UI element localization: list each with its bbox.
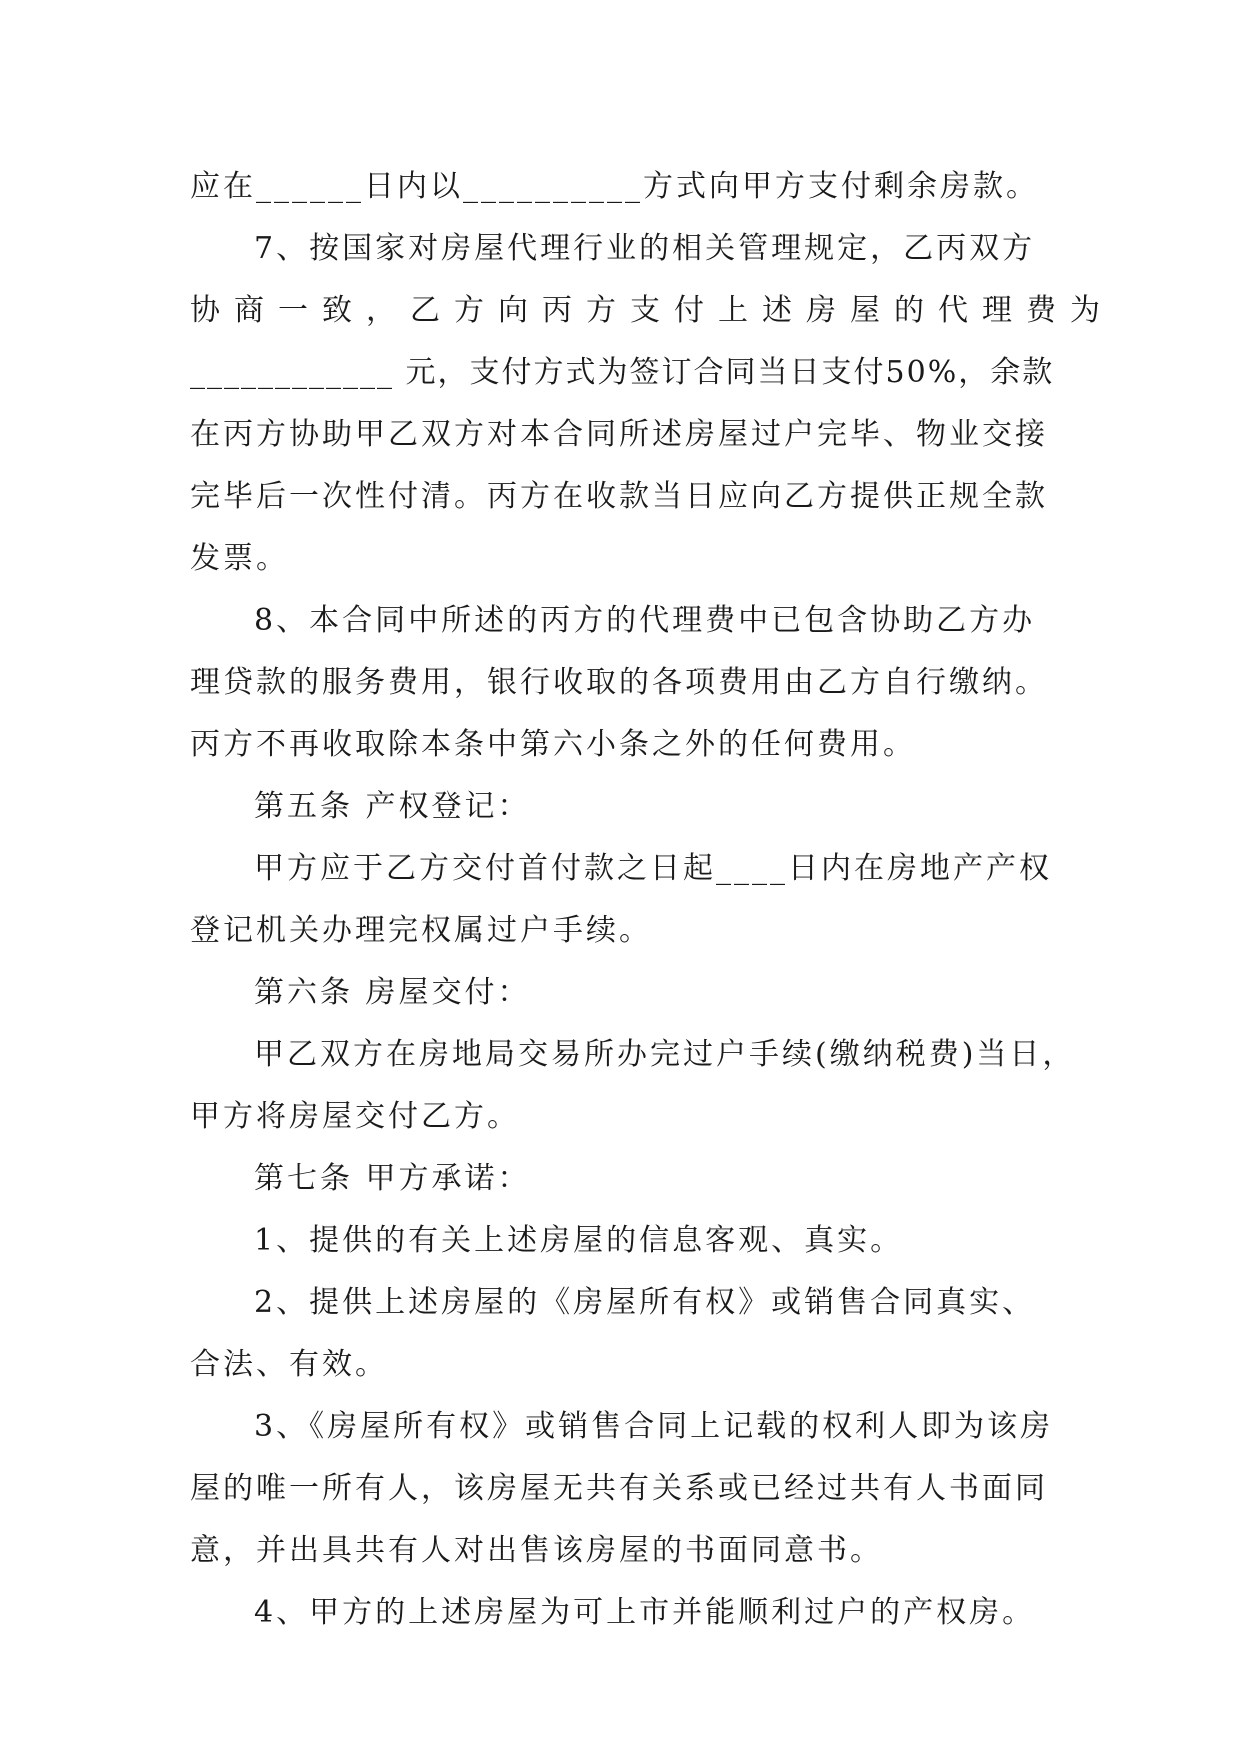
paragraph-line: 7、按国家对房屋代理行业的相关管理规定，乙丙双方 <box>254 231 1036 266</box>
paragraph-line: 理贷款的服务费用，银行收取的各项费用由乙方自行缴纳。 <box>190 665 1048 700</box>
paragraph-line: ____________ 元，支付方式为签订合同当日支付50%，余款 <box>190 355 1055 390</box>
paragraph-line: 协商一致，乙方向丙方支付上述房屋的代理费为 <box>190 293 1114 328</box>
paragraph-line: 3、《房屋所有权》或销售合同上记载的权利人即为该房 <box>254 1409 1054 1444</box>
document-body <box>190 156 1114 1644</box>
section-heading: 第七条 甲方承诺： <box>254 1161 531 1196</box>
paragraph-line: 发票。 <box>190 541 289 576</box>
section-heading: 第六条 房屋交付： <box>254 975 531 1010</box>
paragraph-line: 登记机关办理完权属过户手续。 <box>190 913 652 948</box>
paragraph-line: 甲方应于乙方交付首付款之日起____日内在房地产产权 <box>254 851 1052 886</box>
paragraph-line: 甲乙双方在房地局交易所办完过户手续(缴纳税费)当日， <box>254 1037 1076 1072</box>
paragraph-line: 甲方将房屋交付乙方。 <box>190 1099 520 1134</box>
paragraph-line: 在丙方协助甲乙双方对本合同所述房屋过户完毕、物业交接 <box>190 417 1048 452</box>
paragraph-line: 合法、有效。 <box>190 1347 388 1382</box>
paragraph-line: 4、甲方的上述房屋为可上市并能顺利过户的产权房。 <box>254 1595 1036 1630</box>
paragraph-line: 2、提供上述房屋的《房屋所有权》或销售合同真实、 <box>254 1285 1036 1320</box>
paragraph-line: 意，并出具共有人对出售该房屋的书面同意书。 <box>190 1533 883 1568</box>
paragraph-line: 8、本合同中所述的丙方的代理费中已包含协助乙方办 <box>254 603 1036 638</box>
paragraph-line: 屋的唯一所有人，该房屋无共有关系或已经过共有人书面同 <box>190 1471 1048 1506</box>
section-heading: 第五条 产权登记： <box>254 789 531 824</box>
paragraph-line: 完毕后一次性付清。丙方在收款当日应向乙方提供正规全款 <box>190 479 1048 514</box>
paragraph-line: 应在______日内以__________方式向甲方支付剩余房款。 <box>190 169 1039 204</box>
paragraph-line: 丙方不再收取除本条中第六小条之外的任何费用。 <box>190 727 916 762</box>
paragraph-line: 1、提供的有关上述房屋的信息客观、真实。 <box>254 1223 904 1258</box>
